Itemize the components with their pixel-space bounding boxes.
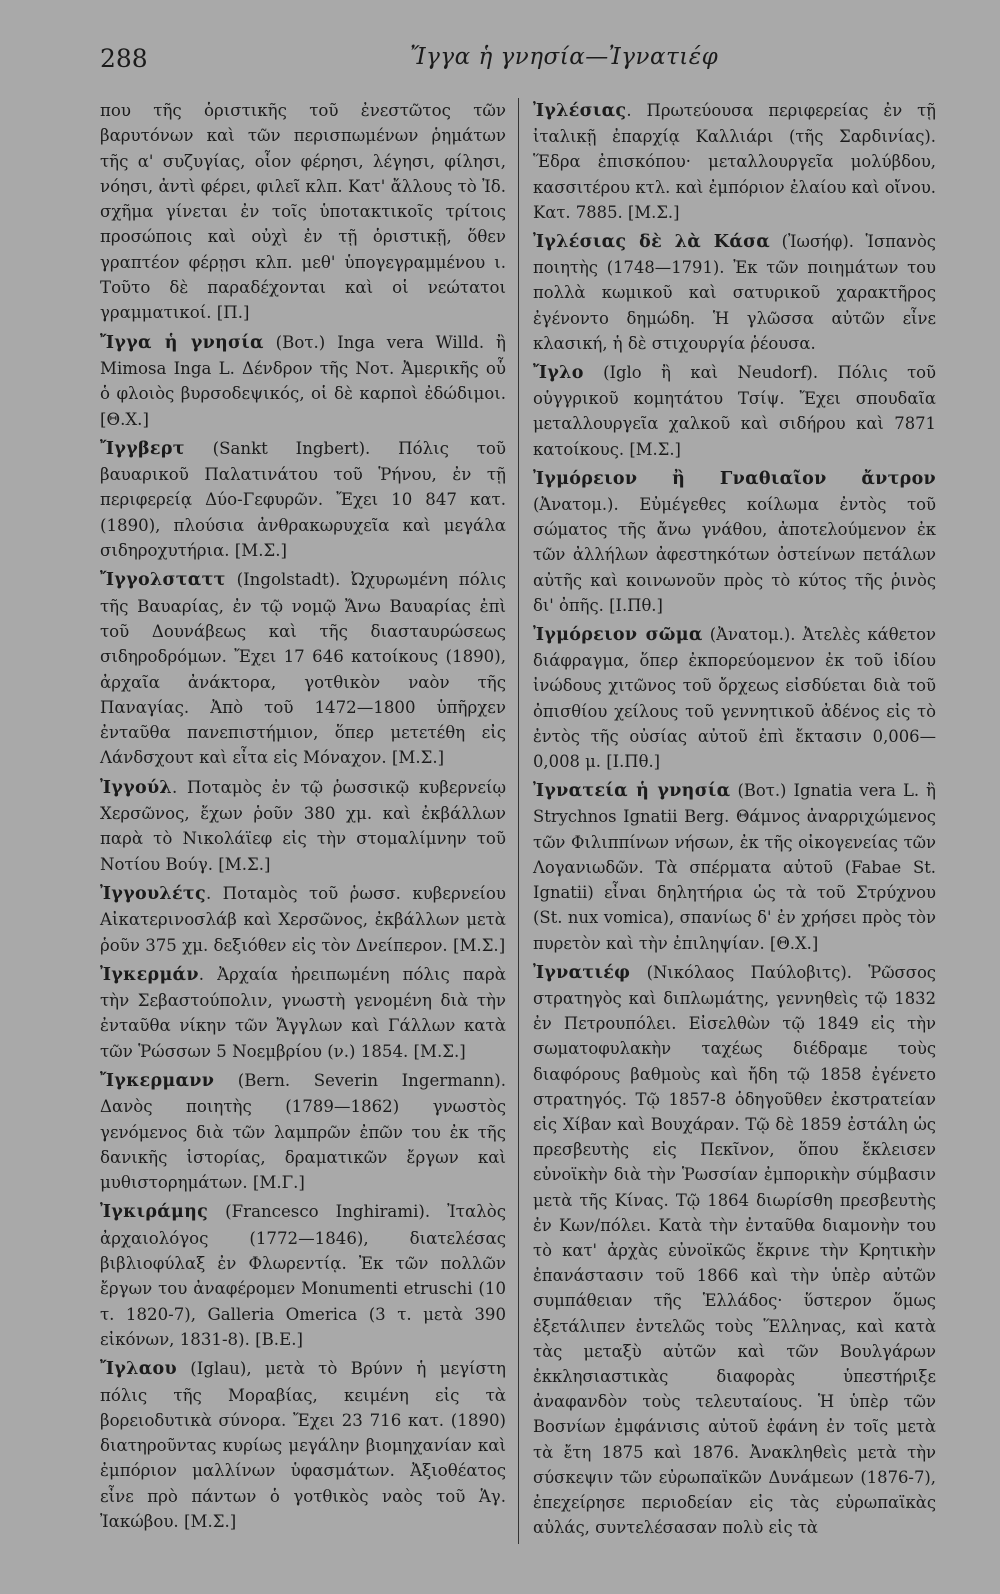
right-column [518,98,936,1544]
page-header [100,40,968,84]
entry-text: (Βοτ.) Inga vera Willd. ἢ Mimosa Inga L. Δένδρον τῆς Νοτ. Ἀμερικῆς οὗ ὁ φλοιὸς βυρσοδεψικός, οἱ δὲ καρποὶ ἐδώδιμοι. [Θ.Χ.] [100,332,506,429]
text-columns [100,98,968,1544]
dictionary-entry [533,466,936,618]
entry-text: (Ἀνατομ.). Εὐμέγεθες κοίλωμα ἐντὸς τοῦ σώματος τῆς ἄνω γνάθου, ἀποτελούμενον ἐκ τῶν ἀλλήλων ἀφεστηκότων ὀστείνων πετάλων αὐτῆς καὶ κοινωνοῦν πρὸς τὸ κύτος τῆς ῥινὸς δι' ὀπῆς. [Ι.Πθ.] [533,495,936,615]
dictionary-entry [100,775,506,877]
dictionary-entry [100,330,506,432]
entry-headword: Ἰγγουλέτς [100,883,206,904]
entry-text: . Ποταμὸς τοῦ ῥωσσ. κυβερνείου Αἰκατερινοσλάβ καὶ Χερσῶνος, ἐκβάλλων μετὰ ῥοῦν 375 χμ. δεξιόθεν εἰς τὸν Δνείπερον. [Μ.Σ.] [100,883,506,955]
dictionary-entry [533,622,936,774]
entry-text: (Bern. Severin Ingermann). Δανὸς ποιητὴς (1789—1862) γνωστὸς γενόμενος διὰ τῶν λαμπρῶν ἐπῶν του ἐκ τῆς δανικῆς ἱστορίας, δραματικῶν ἔργων καὶ μυθιστορημάτων. [Μ.Γ.] [100,1070,506,1193]
dictionary-entry [533,778,936,955]
page-number: 288 [100,44,148,73]
entry-headword: Ἴγγολσταττ [100,570,226,591]
entry-headword: Ἴγγα ἡ γνησία [100,332,264,353]
entry-headword: Ἰγνατεία ἡ γνησία [533,781,731,802]
dictionary-entry [100,1068,506,1195]
entry-text: (Sankt Ingbert). Πόλις τοῦ βαυαρικοῦ Παλατινάτου τοῦ Ῥήνου, ἐν τῇ περιφερείᾳ Δύο-Γεφυρῶν. Ἔχει 10 847 κατ. (1890), πλούσια ἀνθρακωρυχεῖα καὶ μεγάλα σιδηροχυτήρια. [Μ.Σ.] [100,438,506,561]
entry-headword: Ἰγγούλ [100,777,172,798]
dictionary-entry [533,229,936,356]
entry-headword: Ἰγλέσιας [533,101,627,121]
entry-text: (Ἰωσήφ). Ἱσπανὸς ποιητὴς (1748—1791). Ἐκ τῶν ποιημάτων του πολλὰ κωμικοῦ καὶ σατυρικοῦ χαρακτῆρος ἐγένοντο δημώδη. Ἡ γλῶσσα αὐτῶν εἶνε κλασική, ἡ δὲ στιχουργία ῥέουσα. [533,232,936,353]
entry-text: (Iglo ἢ καὶ Neudorf). Πόλις τοῦ οὑγγρικοῦ κομητάτου Τσίψ. Ἔχει σπουδαῖα μεταλλουργεῖα χαλκοῦ καὶ σιδήρου καὶ 7871 κατοίκους. [Μ.Σ.] [533,363,936,459]
dictionary-entry [100,1356,506,1534]
entry-headword: Ἰγλέσιας δὲ λὰ Κάσα [533,232,771,253]
entry-text: που τῆς ὁριστικῆς τοῦ ἐνεστῶτος τῶν βαρυτόνων καὶ τῶν περισπωμένων ῥημάτων τῆς α' συζυγίας, οἷον φέρησι, λέγησι, φίλησι, νόησι, ἀντὶ φέρει, φιλεῖ κλπ. Κατ' ἄλλους τὸ Ἰδ. σχῆμα γίνεται ἐν τοῖς ὑποτακτικοῖς τρίτοις προσώποις καὶ οὐχὶ ἐν τῇ ὁριστικῇ, ὅθεν γραπτέον φέρῃσι κλπ. μεθ' ὑπογεγραμμένου ι. Τοῦτο δὲ παραδέχονται καὶ οἱ νεώτατοι γραμματικοί. [Π.] [100,101,506,323]
entry-headword: Ἰγμόρειον ἢ Γναθιαῖον ἄντρον [533,468,936,489]
entry-text: (Βοτ.) Ignatia vera L. ἢ Strychnos Ignatii Berg. Θάμνος ἀναρριχώμενος τῶν Φιλιππίνων νήσων, ἐκ τῆς οἰκογενείας τῶν Λογανιωδῶν. Τὰ σπέρματα αὐτοῦ (Fabae St. Ignatii) εἶναι δηλητήρια ὡς τὰ τοῦ Στρύχνου (St. nux vomica), σπανίως δ' ἐν χρήσει πρὸς τὸν πυρετὸν καὶ τὴν ἐπιληψίαν. [Θ.Χ.] [533,781,936,953]
entry-text: (Νικόλαος Παύλοβιτς). Ῥῶσσος στρατηγὸς καὶ διπλωμάτης, γεννηθεὶς τῷ 1832 ἐν Πετρουπόλει. Εἰσελθὼν τῷ 1849 εἰς τὴν σωματοφυλακὴν ταχέως διέδραμε τοὺς διαφόρους βαθμοὺς καὶ ἤδη τῷ 1858 ἐγένετο στρατηγός. Τῷ 1857-8 ὁδηγοῦθεν ἐκστρατείαν εἰς Χίβαν καὶ Βουχάραν. Τῷ δὲ 1859 ἐστάλη ὡς πρεσβευτὴς εἰς Πεκῖνον, ὅπου ἔκλεισεν εὐνοϊκὴν διὰ τὴν Ῥωσσίαν ἐμπορικὴν σύμβασιν μετὰ τῆς Κίνας. Τῷ 1864 διωρίσθη πρεσβευτὴς ἐν Κων/πόλει. Κατὰ τὴν ἐνταῦθα διαμονὴν του τὸ κατ' ἀρχὰς εὐνοϊκῶς ἔκρινε τὴν Κρητικὴν ἐπανάστασιν τοῦ 1866 καὶ τὴν ὑπὲρ αὐτῶν συμπάθειαν τῆς Ἑλλάδος· ὕστερον ὅμως ἐξετάλιπεν ἐντελῶς τοὺς Ἕλληνας, καὶ κατὰ τὰς μεταξὺ αὐτῶν καὶ τῶν Βουλγάρων ἐκκλησιαστικὰς διαφορὰς ὑπεστήριξε ἀναφανδὸν τοὺς τελευταίους. Ἡ ὑπὲρ τῶν Βοσνίων ἐμφάνισις αὐτοῦ ἐφάνη ἐν τοῖς μετὰ τὰ ἔτη 1875 καὶ 1876. Ἀνακληθεὶς μετὰ τὴν σύσκεψιν τῶν εὐρωπαϊκῶν Δυνάμεων (1876-7), ἐπεχείρησε περιοδείαν εἰς τὰς εὐρωπαϊκὰς αὐλάς, συντελέσασαν πολὺ εἰς τὰ [533,962,936,1538]
entry-text: . Ἀρχαία ἠρειπωμένη πόλις παρὰ τὴν Σεβαστούπολιν, γνωστὴ γενομένη διὰ τὴν ἐνταῦθα νίκην τῶν Ἄγγλων καὶ Γάλλων κατὰ τῶν Ῥώσσων 5 Νοεμβρίου (ν.) 1854. [Μ.Σ.] [100,964,506,1061]
entry-headword: Ἴγγβερτ [100,438,185,459]
entry-headword: Ἴγλο [533,363,584,384]
running-head: Ἴγγα ἡ γνησία—Ἰγνατιέφ [410,44,719,70]
entry-headword: Ἰγκιράμης [100,1202,209,1223]
entry-text: (Iglau), μετὰ τὸ Βρύνν ἡ μεγίστη πόλις τῆς Μοραβίας, κειμένη εἰς τὰ βορειοδυτικὰ σύνορα. Ἔχει 23 716 κατ. (1890) διατηροῦντας κυρίως μεγάλην βιομηχανίαν καὶ ἐμπόριον μαλλίνων ὑφασμάτων. Ἀξιοθέατος εἶνε πρὸ πάντων ὁ γοτθικὸς ναὸς τοῦ Ἁγ. Ἰακώβου. [Μ.Σ.] [100,1359,506,1532]
dictionary-entry [100,436,506,563]
entry-text: (Ἀνατομ.). Ἀτελὲς κάθετον διάφραγμα, ὅπερ ἐκπορεύομενον ἐκ τοῦ ἰδίου ἰνώδους χιτῶνος τοῦ ὄρχεως εἰσδύεται διὰ τοῦ ὀπισθίου χείλους τοῦ γεννητικοῦ ἀδένος εἰς τὸ ἐντὸς τῆς οὐσίας αὐτοῦ ἐπὶ ἔκτασιν 0,006—0,008 μ. [Ι.Πθ.] [533,625,936,772]
entry-text: . Ποταμὸς ἐν τῷ ῥωσσικῷ κυβερνείῳ Χερσῶνος, ἔχων ῥοῦν 380 χμ. καὶ ἐκβάλλων παρὰ τὸ Νικολάϊεφ εἰς τὴν στομαλίμνην τοῦ Νοτίου Βούγ. [Μ.Σ.] [100,777,506,874]
dictionary-entry [100,98,506,326]
dictionary-entry [533,98,936,225]
entry-headword: Ἰγκερμάν [100,964,199,985]
entry-text: . Πρωτεύουσα περιφερείας ἐν τῇ ἰταλικῇ ἐπαρχίᾳ Καλλιάρι (τῆς Σαρδινίας). Ἕδρα ἐπισκόπου· μεταλλουργεῖα μολύβδου, κασσιτέρου κτλ. καὶ ἐμπόριον ἐλαίου καὶ οἴνου. Κατ. 7885. [Μ.Σ.] [533,101,936,222]
dictionary-entry [533,360,936,462]
dictionary-entry [100,881,506,958]
entry-headword: Ἴγκερμανν [100,1070,215,1091]
entry-headword: Ἰγμόρειον σῶμα [533,625,703,646]
entry-headword: Ἰγνατιέφ [533,962,631,983]
dictionary-entry [100,567,506,770]
dictionary-entry [100,962,506,1064]
entry-text: (Ingolstadt). Ὠχυρωμένη πόλις τῆς Βαυαρίας, ἐν τῷ νομῷ Ἄνω Βαυαρίας ἐπὶ τοῦ Δουνάβεως καὶ τῆς διασταυρώσεως σιδηροδρόμων. Ἔχει 17 646 κατοίκους (1890), ἀρχαῖα ἀνάκτορα, γοτθικὸν ναὸν τῆς Παναγίας. Ἀπὸ τοῦ 1472—1800 ὑπῆρχεν ἐνταῦθα πανεπιστήμιον, ὅπερ μετετέθη εἰς Λάνδσχουτ καὶ εἶτα εἰς Μόναχον. [Μ.Σ.] [100,570,506,768]
dictionary-entry [533,960,936,1541]
entry-text: (Francesco Inghirami). Ἰταλὸς ἀρχαιολόγος (1772—1846), διατελέσας βιβλιοφύλαξ ἐν Φλωρεντίᾳ. Ἐκ τῶν πολλῶν ἔργων του ἀναφέρομεν Monumenti etruschi (10 τ. 1820-7), Galleria Omerica (3 τ. μετὰ 390 εἰκόνων, 1831-8). [Β.Ε.] [100,1202,506,1349]
entry-headword: Ἴγλαου [100,1359,177,1380]
left-column [100,98,518,1544]
dictionary-entry [100,1199,506,1352]
